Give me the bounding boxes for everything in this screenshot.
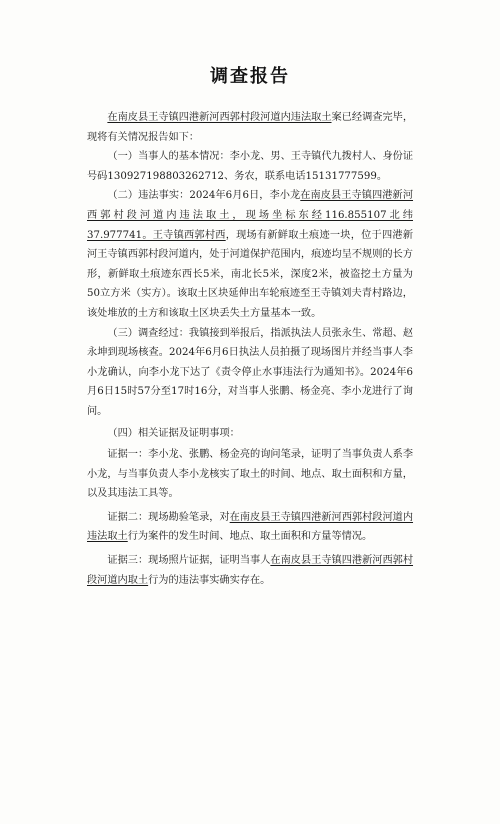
body-paragraph xyxy=(87,108,413,147)
paragraph-text: （一）当事人的基本情况：李小龙、男、王寺镇代九拨村人、身份证号码130927198803262712、务农，联系电话15131777599。 xyxy=(87,151,414,182)
paragraph-text: 证据二：现场勘验笔录，对 xyxy=(107,511,230,523)
paragraph-text: （三）调查经过：我镇接到举报后，指派执法人员张永生、常超、赵永坤到现场核查。2024年6月6日执法人员拍摄了现场图片并经当事人李小龙确认，向李小龙下达了《责令停止水事违法行为通知书》。2024年6月6日15时57分至17时16分，对当事人张鹏、杨金亮、李小龙进行了询问。 xyxy=(87,327,414,417)
document-body xyxy=(87,108,413,590)
paragraph-text: （四）相关证据及证明事项： xyxy=(107,427,240,439)
paragraph-text: ，现场有新鲜取土痕迹一块，位于四港新河王寺镇西郭村段河道内，处于河道保护范围内，痕迹均呈不规则的长方形，新鲜取土痕迹东西长5米，南北长5米，深度2米，被盗挖土方量为50立方米（实方）。该取土区块延伸出车轮痕迹至王寺镇刘夫青村路边，该处堆放的土方和该取土区块丢失土方量基本一致。 xyxy=(87,229,414,319)
paragraph-text: 行为的违法事实确实存在。 xyxy=(148,574,271,586)
body-paragraph xyxy=(87,424,413,444)
underlined-text: 在南皮县王寺镇四港新河西郭村段河道内违法取土 xyxy=(87,511,414,543)
body-paragraph xyxy=(87,551,413,590)
document-title: 调查报告 xyxy=(210,66,290,87)
body-paragraph xyxy=(87,147,413,186)
underlined-text: 在南皮县王寺镇四港新河西郭村段河道内取土 xyxy=(87,555,414,586)
underlined-text: 在南皮县王寺镇四港新河西郭村段河道内违法取土 xyxy=(107,112,332,123)
paragraph-text: （二）违法事实：2024年6月6日，李小龙 xyxy=(107,190,301,202)
body-paragraph xyxy=(87,324,413,422)
body-paragraph xyxy=(87,508,413,547)
underlined-text: 在南皮县王寺镇四港新河西郭村段河道内违法取土，现场坐标东经116.855107北纬37.977741。王寺镇西郭村西 xyxy=(87,190,414,241)
paragraph-text: 证据三：现场照片证据，证明当事人 xyxy=(107,555,271,567)
paragraph-text: 案已经调查完毕，现将有关情况报告如下： xyxy=(87,112,414,143)
paragraph-text: 行为案件的发生时间、地点、取土面积和方量等情况。 xyxy=(127,531,373,543)
body-paragraph xyxy=(87,445,413,504)
paragraph-text: 证据一：李小龙、张鹏、杨金亮的询问笔录，证明了当事负责人系李小龙，与当事负责人李小龙核实了取土的时间、地点、取土面积和方量，以及其违法工具等。 xyxy=(87,449,414,500)
body-paragraph xyxy=(87,186,413,323)
